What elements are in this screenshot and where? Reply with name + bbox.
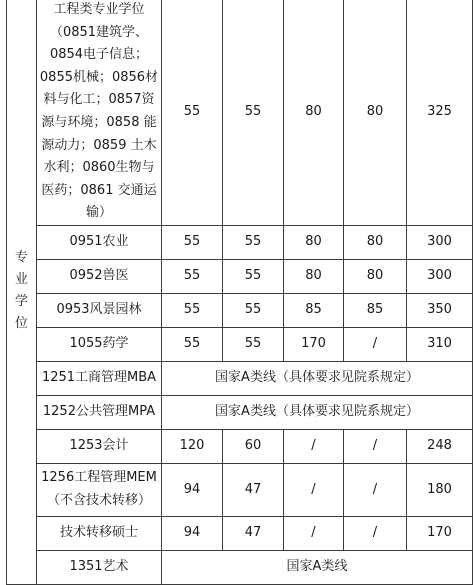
merged-note-cell: 国家A类线（具体要求见院系规定）: [162, 395, 473, 429]
score-cell: 94: [162, 516, 223, 550]
score-cell: 85: [344, 293, 407, 327]
score-cell: /: [344, 463, 407, 516]
score-cell: 80: [284, 0, 344, 225]
major-cell: 1256工程管理MEM（不含技术转移）: [37, 463, 162, 516]
table-row: [7, 429, 473, 463]
score-table: [6, 0, 473, 585]
score-cell: 80: [344, 259, 407, 293]
table-row: [7, 463, 473, 516]
merged-note-cell: 国家A类线: [162, 550, 473, 584]
score-cell: 55: [223, 327, 284, 361]
score-cell: 170: [284, 327, 344, 361]
score-cell: 120: [162, 429, 223, 463]
major-cell: 0952兽医: [37, 259, 162, 293]
score-cell: 60: [223, 429, 284, 463]
score-cell: 94: [162, 463, 223, 516]
table-row: [7, 293, 473, 327]
major-cell: 1252公共管理MPA: [37, 395, 162, 429]
score-cell: 80: [344, 0, 407, 225]
major-cell: 1055药学: [37, 327, 162, 361]
total-score-cell: 300: [407, 259, 473, 293]
table-row: [7, 516, 473, 550]
table-row: [7, 0, 473, 225]
total-score-cell: 180: [407, 463, 473, 516]
score-cell: 55: [223, 0, 284, 225]
score-cell: 80: [284, 225, 344, 259]
major-cell: 1253会计: [37, 429, 162, 463]
score-cell: /: [344, 429, 407, 463]
table-row: [7, 225, 473, 259]
category-label: 专业学位: [14, 249, 28, 331]
total-score-cell: 350: [407, 293, 473, 327]
major-cell: 技术转移硕士: [37, 516, 162, 550]
table-row: [7, 395, 473, 429]
score-cell: 47: [223, 463, 284, 516]
score-cell: 55: [162, 293, 223, 327]
score-cell: 55: [223, 293, 284, 327]
total-score-cell: 325: [407, 0, 473, 225]
merged-note-cell: 国家A类线（具体要求见院系规定）: [162, 361, 473, 395]
table-row: [7, 550, 473, 584]
score-cell: 55: [162, 259, 223, 293]
score-cell: 80: [284, 259, 344, 293]
table-row: [7, 327, 473, 361]
table-row: [7, 361, 473, 395]
major-cell: 0953风景园林: [37, 293, 162, 327]
score-cell: /: [284, 463, 344, 516]
major-cell: 1351艺术: [37, 550, 162, 584]
score-cell: 47: [223, 516, 284, 550]
score-cell: 55: [223, 225, 284, 259]
score-cell: /: [284, 516, 344, 550]
score-cell: /: [344, 327, 407, 361]
score-cell: 55: [162, 327, 223, 361]
category-cell: [7, 0, 37, 584]
score-cell: 80: [344, 225, 407, 259]
score-cell: 55: [162, 225, 223, 259]
score-cell: 55: [223, 259, 284, 293]
total-score-cell: 310: [407, 327, 473, 361]
total-score-cell: 170: [407, 516, 473, 550]
score-cell: 55: [162, 0, 223, 225]
table-row: [7, 259, 473, 293]
total-score-cell: 248: [407, 429, 473, 463]
score-cell: /: [284, 429, 344, 463]
score-cell: /: [344, 516, 407, 550]
major-cell: 工程类专业学位（0851建筑学、0854电子信息；0855机械；0856材料与化工；0857资源与环境；0858 能源动力；0859 土木水利；0860生物与医药；0861 交通运输）: [37, 0, 162, 225]
score-cell: 85: [284, 293, 344, 327]
major-cell: 1251工商管理MBA: [37, 361, 162, 395]
total-score-cell: 300: [407, 225, 473, 259]
major-cell: 0951农业: [37, 225, 162, 259]
